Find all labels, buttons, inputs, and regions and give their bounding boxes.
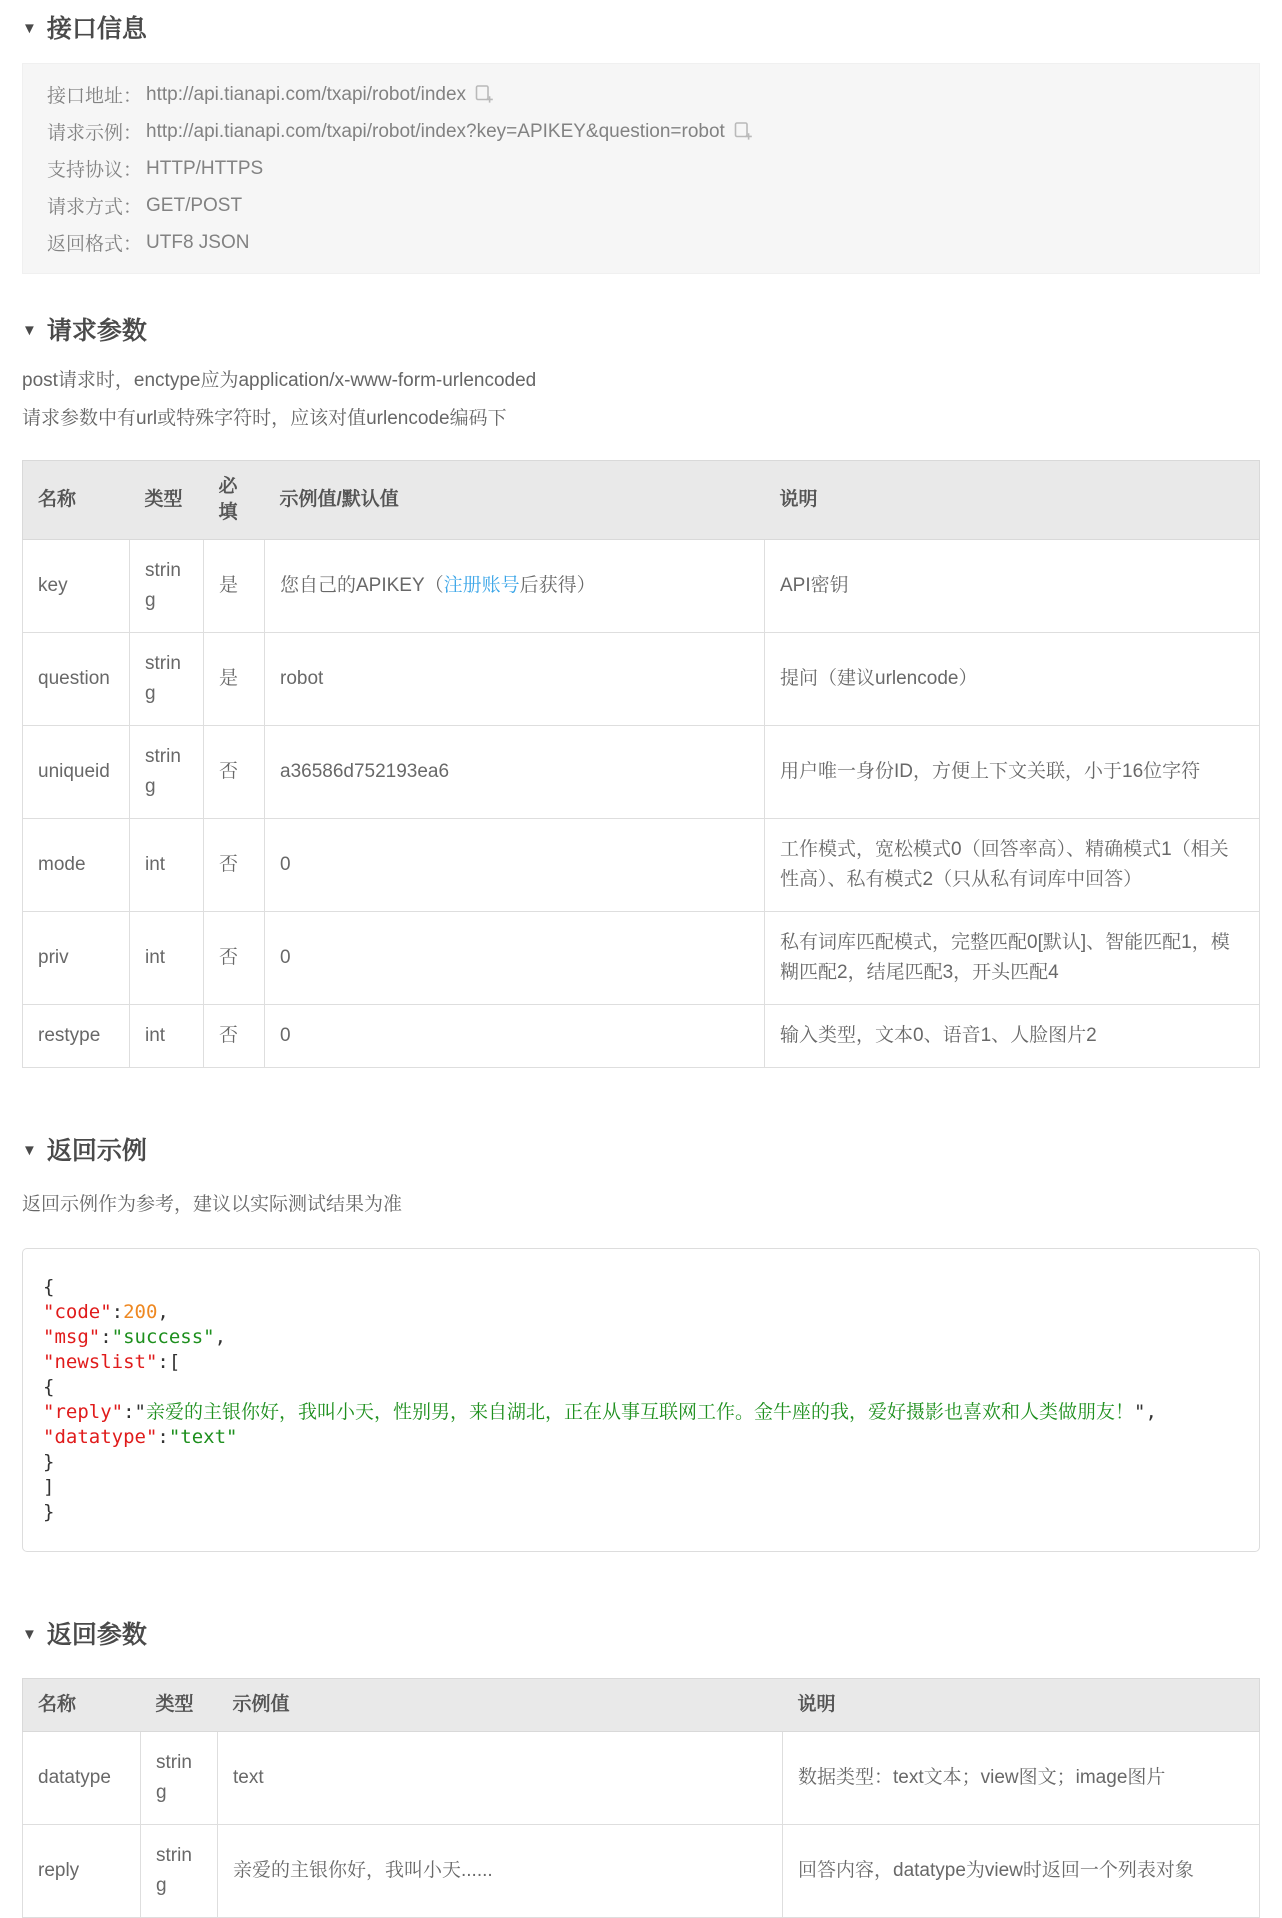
cell-name: priv [23, 912, 130, 1005]
json-response-code-block [22, 1248, 1260, 1552]
cell-required: 否 [204, 1005, 265, 1068]
code-token: , [157, 1301, 169, 1323]
code-token: , [1145, 1401, 1157, 1423]
table-row [23, 1005, 1260, 1068]
code-line [43, 1425, 1239, 1450]
table-row [23, 912, 1260, 1005]
cell-desc: 私有词库匹配模式，完整匹配0[默认]、智能匹配1，模糊匹配2，结尾匹配3，开头匹配4 [765, 912, 1260, 1005]
cell-example: 0 [265, 912, 765, 1005]
table-row [23, 1825, 1260, 1918]
code-token: 200 [123, 1301, 158, 1323]
code-token: } [43, 1501, 55, 1523]
cell-name: uniqueid [23, 726, 130, 819]
info-line-api-url [47, 76, 1235, 113]
info-line-format [47, 224, 1235, 261]
code-line [43, 1350, 1239, 1375]
info-line-method [47, 187, 1235, 224]
cell-example: robot [265, 633, 765, 726]
cell-required: 是 [204, 633, 265, 726]
return-params-table [22, 1678, 1260, 1918]
example-text: 后获得） [519, 575, 596, 596]
cell-desc: 输入类型，文本0、语音1、人脸图片2 [765, 1005, 1260, 1068]
cell-desc: 用户唯一身份ID，方便上下文关联，小于16位字符 [765, 726, 1260, 819]
col-header-desc: 说明 [783, 1679, 1260, 1732]
table-header-row [23, 461, 1260, 540]
code-line [43, 1400, 1239, 1425]
collapse-triangle-icon: ▼ [22, 1142, 37, 1159]
cell-name: datatype [23, 1732, 141, 1825]
register-account-link[interactable]: 注册账号 [443, 575, 520, 596]
code-line [43, 1500, 1239, 1525]
info-label: 支持协议： [47, 160, 143, 181]
cell-name: key [23, 540, 130, 633]
section-header-request-params[interactable] [22, 314, 1260, 348]
code-token: "text" [168, 1426, 238, 1448]
col-header-name: 名称 [23, 1679, 141, 1732]
cell-name: reply [23, 1825, 141, 1918]
interface-info-panel [22, 63, 1260, 274]
code-token: : [111, 1301, 124, 1323]
cell-example: 0 [265, 819, 765, 912]
cell-name: mode [23, 819, 130, 912]
code-token: : [123, 1401, 135, 1423]
cell-name: restype [23, 1005, 130, 1068]
collapse-triangle-icon: ▼ [22, 1626, 37, 1643]
copy-icon[interactable] [734, 121, 753, 142]
request-note-urlencode: 请求参数中有url或特殊字符时，应该对值urlencode编码下 [22, 408, 507, 429]
code-line [43, 1475, 1239, 1500]
cell-type: string [130, 726, 204, 819]
cell-type: int [130, 912, 204, 1005]
code-token: "reply" [43, 1401, 124, 1423]
section-title: 返回示例 [46, 1137, 147, 1165]
table-row [23, 819, 1260, 912]
cell-required: 否 [204, 912, 265, 1005]
collapse-triangle-icon: ▼ [22, 322, 37, 339]
cell-name: question [23, 633, 130, 726]
cell-example [265, 540, 765, 633]
cell-example: text [218, 1732, 783, 1825]
cell-example: 亲爱的主银你好，我叫小天...... [218, 1825, 783, 1918]
info-line-protocol [47, 150, 1235, 187]
table-row [23, 726, 1260, 819]
protocol-value: HTTP/HTTPS [146, 157, 264, 179]
example-text: 您自己的APIKEY（ [280, 575, 444, 596]
code-token: , [214, 1326, 227, 1348]
code-token: "newslist" [43, 1351, 158, 1373]
code-token: "success" [111, 1326, 215, 1348]
table-row [23, 1732, 1260, 1825]
table-row [23, 540, 1260, 633]
cell-required: 否 [204, 726, 265, 819]
table-row [23, 633, 1260, 726]
code-line [43, 1325, 1239, 1350]
code-token: { [43, 1276, 55, 1298]
code-token: : [157, 1426, 169, 1448]
code-token: " [134, 1401, 146, 1423]
code-token: : [100, 1326, 112, 1348]
code-token: } [43, 1451, 55, 1473]
section-title: 返回参数 [46, 1621, 147, 1649]
cell-type: int [130, 1005, 204, 1068]
code-token: : [157, 1351, 169, 1373]
code-token: "datatype" [43, 1426, 158, 1448]
col-header-desc: 说明 [765, 461, 1260, 540]
code-token: "code" [43, 1301, 112, 1323]
section-title: 请求参数 [46, 317, 147, 345]
section-header-interface-info[interactable] [22, 12, 1260, 46]
cell-required: 否 [204, 819, 265, 912]
api-url-value: http://api.tianapi.com/txapi/robot/index [146, 83, 467, 105]
cell-desc: API密钥 [765, 540, 1260, 633]
cell-type: string [141, 1825, 218, 1918]
return-example-note: 返回示例作为参考，建议以实际测试结果为准 [22, 1194, 403, 1215]
section-title: 接口信息 [46, 15, 147, 43]
request-example-value: http://api.tianapi.com/txapi/robot/index?key=APIKEY&question=robot [146, 120, 725, 142]
col-header-name: 名称 [23, 461, 130, 540]
format-value: UTF8 JSON [146, 231, 250, 253]
cell-desc: 数据类型：text文本；view图文；image图片 [783, 1732, 1260, 1825]
code-line [43, 1450, 1239, 1475]
request-note-enctype: post请求时，enctype应为application/x-www-form-urlencoded [22, 370, 537, 391]
code-token: 亲爱的主银你好，我叫小天，性别男，来自湖北，正在从事互联网工作。金牛座的我，爱好摄影也喜欢和人类做朋友！ [145, 1401, 1134, 1423]
cell-required: 是 [204, 540, 265, 633]
info-label: 请求示例： [47, 123, 143, 144]
info-label: 接口地址： [47, 86, 143, 107]
code-token: "msg" [43, 1326, 101, 1348]
code-token: ] [43, 1476, 55, 1498]
info-label: 请求方式： [47, 197, 143, 218]
cell-type: string [130, 633, 204, 726]
col-header-type: 类型 [130, 461, 204, 540]
cell-desc: 回答内容，datatype为view时返回一个列表对象 [783, 1825, 1260, 1918]
cell-example: 0 [265, 1005, 765, 1068]
col-header-type: 类型 [141, 1679, 218, 1732]
copy-icon[interactable] [475, 84, 494, 105]
cell-type: int [130, 819, 204, 912]
code-line [43, 1275, 1239, 1300]
cell-type: string [141, 1732, 218, 1825]
code-token: [ [168, 1351, 181, 1373]
code-token: { [43, 1376, 55, 1398]
section-header-return-example[interactable] [22, 1134, 1260, 1168]
cell-desc: 工作模式，宽松模式0（回答率高）、精确模式1（相关性高）、私有模式2（只从私有词库中回答） [765, 819, 1260, 912]
cell-type: string [130, 540, 204, 633]
col-header-required: 必填 [204, 461, 265, 540]
col-header-example: 示例值 [218, 1679, 783, 1732]
code-line [43, 1300, 1239, 1325]
cell-example: a36586d752193ea6 [265, 726, 765, 819]
info-label: 返回格式： [47, 234, 143, 255]
cell-desc: 提问（建议urlencode） [765, 633, 1260, 726]
code-token: " [1134, 1401, 1146, 1423]
collapse-triangle-icon: ▼ [22, 20, 37, 37]
method-value: GET/POST [146, 194, 243, 216]
table-header-row [23, 1679, 1260, 1732]
info-line-request-example [47, 113, 1235, 150]
request-params-table [22, 460, 1260, 1068]
col-header-example: 示例值/默认值 [265, 461, 765, 540]
code-line [43, 1375, 1239, 1400]
section-header-return-params[interactable] [22, 1618, 1260, 1652]
